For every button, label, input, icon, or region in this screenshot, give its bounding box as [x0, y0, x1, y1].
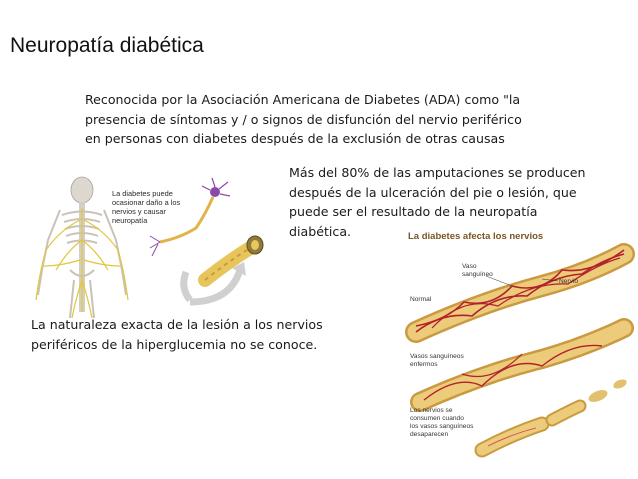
diseased-nerve-icon: [420, 328, 624, 402]
consumed-label: desaparecen: [410, 431, 449, 438]
diseased-vessels-label: enfermos: [410, 361, 438, 368]
amputation-line: Más del 80% de las amputaciones se producen: [289, 165, 586, 180]
ada-definition-paragraph: [85, 90, 522, 149]
hyperglycemia-line: La naturaleza exacta de la lesión a los nervios: [31, 317, 323, 332]
figure-left-caption: [112, 189, 181, 225]
caption-line: neuropatía: [112, 216, 148, 225]
damaged-nerve-icon: [205, 236, 263, 280]
slide-title: Neuropatía diabética: [10, 34, 204, 57]
ada-definition-line: en personas con diabetes después de la exclusión de otras causas: [85, 131, 505, 146]
hyperglycemia-paragraph: [31, 315, 323, 354]
amputation-line: después de la ulceración del pie o lesión, que: [289, 184, 577, 200]
vessel-label: Vaso: [462, 263, 477, 270]
vessel-label: sanguíneo: [462, 271, 493, 278]
diseased-vessels-label: Vasos sanguíneos: [410, 353, 464, 360]
ada-definition-line: Reconocida por la Asociación Americana de Diabetes (ADA) como "la: [85, 92, 521, 107]
amputation-line: diabética.: [289, 223, 352, 239]
ada-definition-line: presencia de síntomas y / o signos de disfunción del nervio periférico: [85, 111, 522, 127]
caption-line: nervios y causar: [112, 207, 166, 216]
amputation-line: puede ser el resultado de la neuropatía: [289, 204, 538, 219]
consumed-label: consumen cuando: [410, 415, 464, 422]
consumed-label: Los nervios se: [410, 407, 453, 414]
hyperglycemia-line: periféricos de la hiperglucemia no se conoce.: [31, 336, 318, 352]
figure-right-title: La diabetes afecta los nervios: [408, 231, 544, 242]
nervous-system-illustration: [0, 170, 280, 318]
caption-line: ocasionar daño a los: [112, 198, 181, 207]
caption-line: La diabetes puede: [112, 189, 173, 198]
nerves-effect-illustration: [402, 224, 638, 479]
normal-label: Normal: [410, 296, 432, 303]
nerve-label: Nervio: [559, 278, 579, 285]
normal-nerve-icon: [416, 250, 624, 332]
consumed-label: los vasos sanguíneos: [410, 423, 474, 430]
consumed-nerve-icon: [482, 378, 628, 450]
